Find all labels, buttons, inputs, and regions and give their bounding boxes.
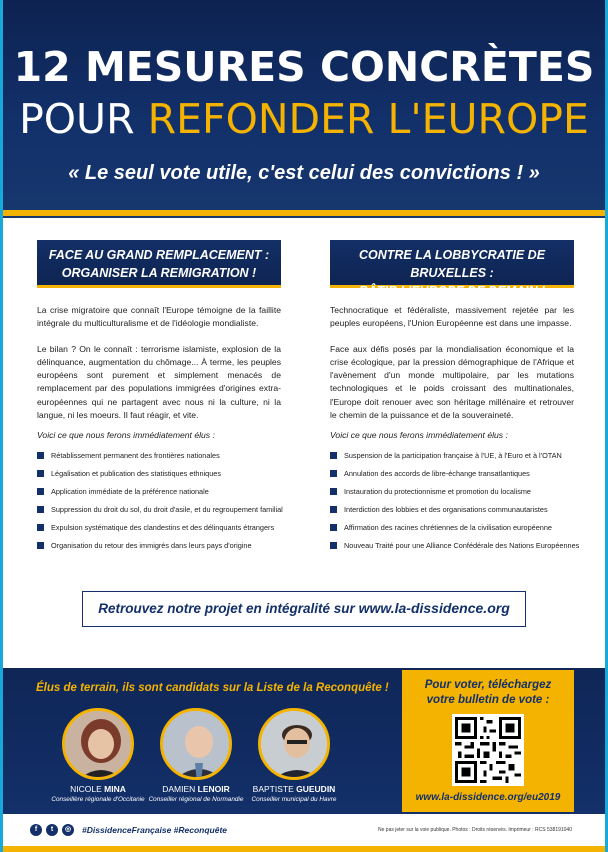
right-measures-list <box>330 450 580 558</box>
header <box>0 0 608 218</box>
right-lead: Voici ce que nous ferons immédiatement élus : <box>330 430 508 441</box>
list-item-text: Application immédiate de la préférence nationale <box>51 487 209 497</box>
list-item <box>330 540 580 558</box>
social-links <box>30 824 227 836</box>
list-item <box>37 450 281 468</box>
left-heading-line2: ORGANISER LA REMIGRATION ! <box>61 266 257 280</box>
square-bullet-icon <box>37 488 44 495</box>
right-heading <box>330 240 574 298</box>
candidate-last-name: MINA <box>104 784 126 794</box>
avatar <box>160 708 232 780</box>
list-item <box>37 522 281 540</box>
list-item-text: Affirmation des racines chrétiennes de la civilisation européenne <box>344 523 552 533</box>
list-item <box>330 522 574 540</box>
person-portrait-icon <box>65 711 134 780</box>
left-heading <box>37 240 281 288</box>
square-bullet-icon <box>37 524 44 531</box>
candidate-first-name: DAMIEN <box>162 784 196 794</box>
candidate-last-name: GUEUDIN <box>296 784 336 794</box>
list-item-text: Suppression du droit du sol, du droit d'asile, et du regroupement familial <box>51 505 283 515</box>
avatar <box>62 708 134 780</box>
qr-code-icon[interactable] <box>452 714 524 786</box>
left-paragraph-2: Le bilan ? On le connaît : terrorisme islamiste, explosion de la délinquance, augmentation du chômage... À terme, les peuples européens sont purement et simplement menacés de remplacement par des populations immigrées d'origines extra-européennes qui ne partagent avec nous ni la culture, ni la langue, ni les moeurs. Il faut réagir, et vite. <box>37 343 281 421</box>
list-item-text: Organisation du retour des immigrés dans leurs pays d'origine <box>51 541 252 551</box>
right-heading-line2: BÂTIR L'EUROPE DE DEMAIN ! <box>358 284 546 298</box>
candidates-title: Élus de terrain, ils sont candidats sur la Liste de la Reconquête ! <box>36 682 389 694</box>
twitter-icon[interactable]: t <box>46 824 58 836</box>
header-divider <box>0 210 608 216</box>
title-line-1: 12 MESURES CONCRÈTES <box>13 43 595 91</box>
candidate-role: Conseiller régional de Normandie <box>148 796 244 803</box>
left-measures-list <box>37 450 281 558</box>
right-paragraph-2: Face aux défis posés par la mondialisation économique et la crise écologique, par la pression démographique de l'Afrique et l'avènement d'un monde multipolaire, par les mutations technologiques et le poids croissant des multinationales, l'Europe doit renouer avec son héritage millénaire et retrouver le chemin de la puissance et de la souveraineté. <box>330 343 574 421</box>
title-line-2 <box>0 96 608 142</box>
list-item <box>330 486 574 504</box>
left-heading-line1: FACE AU GRAND REMPLACEMENT : <box>48 248 270 262</box>
list-item-text: Rétablissement permanent des frontières nationales <box>51 451 220 461</box>
instagram-icon[interactable]: ◎ <box>62 824 74 836</box>
slogan-quote: « Le seul vote utile, c'est celui des convictions ! » <box>68 162 540 184</box>
title-line-2-accent: REFONDER L'EUROPE <box>147 95 589 143</box>
candidate-last-name: LENOIR <box>197 784 230 794</box>
vote-title-line1: Pour voter, téléchargez <box>424 679 552 691</box>
candidate-role: Conseiller municipal du Havre <box>251 796 337 803</box>
right-heading-line1: CONTRE LA LOBBYCRATIE DE BRUXELLES : <box>358 248 546 280</box>
qr-pattern <box>455 717 521 783</box>
list-item <box>37 486 281 504</box>
legal-notice: Ne pas jeter sur la voie publique. Photos : Droits réservés. Imprimeur : RCS 538191040 <box>378 827 572 833</box>
vote-title-line2: votre bulletin de vote : <box>426 694 550 706</box>
square-bullet-icon <box>330 488 337 495</box>
list-item <box>330 504 574 522</box>
facebook-icon[interactable]: f <box>30 824 42 836</box>
square-bullet-icon <box>37 542 44 549</box>
vote-download-box[interactable] <box>402 670 574 812</box>
cta-text: Retrouvez notre projet en intégralité sur <box>98 601 355 616</box>
square-bullet-icon <box>37 506 44 513</box>
candidate-role: Conseillère régionale d'Occitanie <box>51 796 145 803</box>
list-item-text: Instauration du protectionnisme et promotion du localisme <box>344 487 531 497</box>
list-item <box>37 540 281 558</box>
list-item-text: Annulation des accords de libre-échange transatlantiques <box>344 469 530 479</box>
vote-url-link[interactable]: www.la-dissidence.org/eu2019 <box>415 792 561 803</box>
right-paragraph-1: Technocratique et fédéraliste, massivement rejetée par les peuples européens, l'Union Européenne est dans une impasse. <box>330 305 574 329</box>
list-item-text: Suspension de la participation française à l'UE, à l'Euro et à l'OTAN <box>344 451 562 461</box>
person-portrait-icon <box>163 711 232 780</box>
right-column <box>330 240 580 558</box>
cta-website-link[interactable]: www.la-dissidence.org <box>358 600 510 616</box>
candidate-card <box>234 708 354 804</box>
left-border <box>0 0 3 852</box>
left-paragraph-1: La crise migratoire que connaît l'Europe témoigne de la faillite intégrale du multiculturalisme et de l'idéologie mondialiste. <box>37 305 281 329</box>
candidate-first-name: NICOLE <box>70 784 102 794</box>
list-item-text: Expulsion systématique des clandestins et des délinquants étrangers <box>51 523 275 533</box>
square-bullet-icon <box>330 452 337 459</box>
vote-title <box>402 678 574 708</box>
square-bullet-icon <box>330 524 337 531</box>
list-item-text: Interdiction des lobbies et des organisations communautaristes <box>344 505 548 515</box>
list-item <box>37 468 281 486</box>
list-item-text: Légalisation et publication des statistiques ethniques <box>51 469 221 479</box>
list-item <box>330 468 574 486</box>
avatar <box>258 708 330 780</box>
square-bullet-icon <box>330 470 337 477</box>
square-bullet-icon <box>37 452 44 459</box>
list-item-text: Nouveau Traité pour une Alliance Confédérale des Nations Européennes <box>344 541 580 551</box>
person-portrait-icon <box>261 711 330 780</box>
project-cta-box[interactable] <box>82 591 526 627</box>
left-lead: Voici ce que nous ferons immédiatement élus : <box>37 430 215 441</box>
candidate-name <box>234 784 354 795</box>
title-line-2-prefix: POUR <box>19 95 148 143</box>
hashtags: #DissidenceFrançaise #Reconquête <box>82 825 228 835</box>
list-item <box>37 504 281 522</box>
list-item <box>330 450 574 468</box>
candidate-first-name: BAPTISTE <box>252 784 294 794</box>
square-bullet-icon <box>330 506 337 513</box>
bottom-border <box>0 846 608 852</box>
square-bullet-icon <box>37 470 44 477</box>
square-bullet-icon <box>330 542 337 549</box>
left-column <box>37 240 281 558</box>
